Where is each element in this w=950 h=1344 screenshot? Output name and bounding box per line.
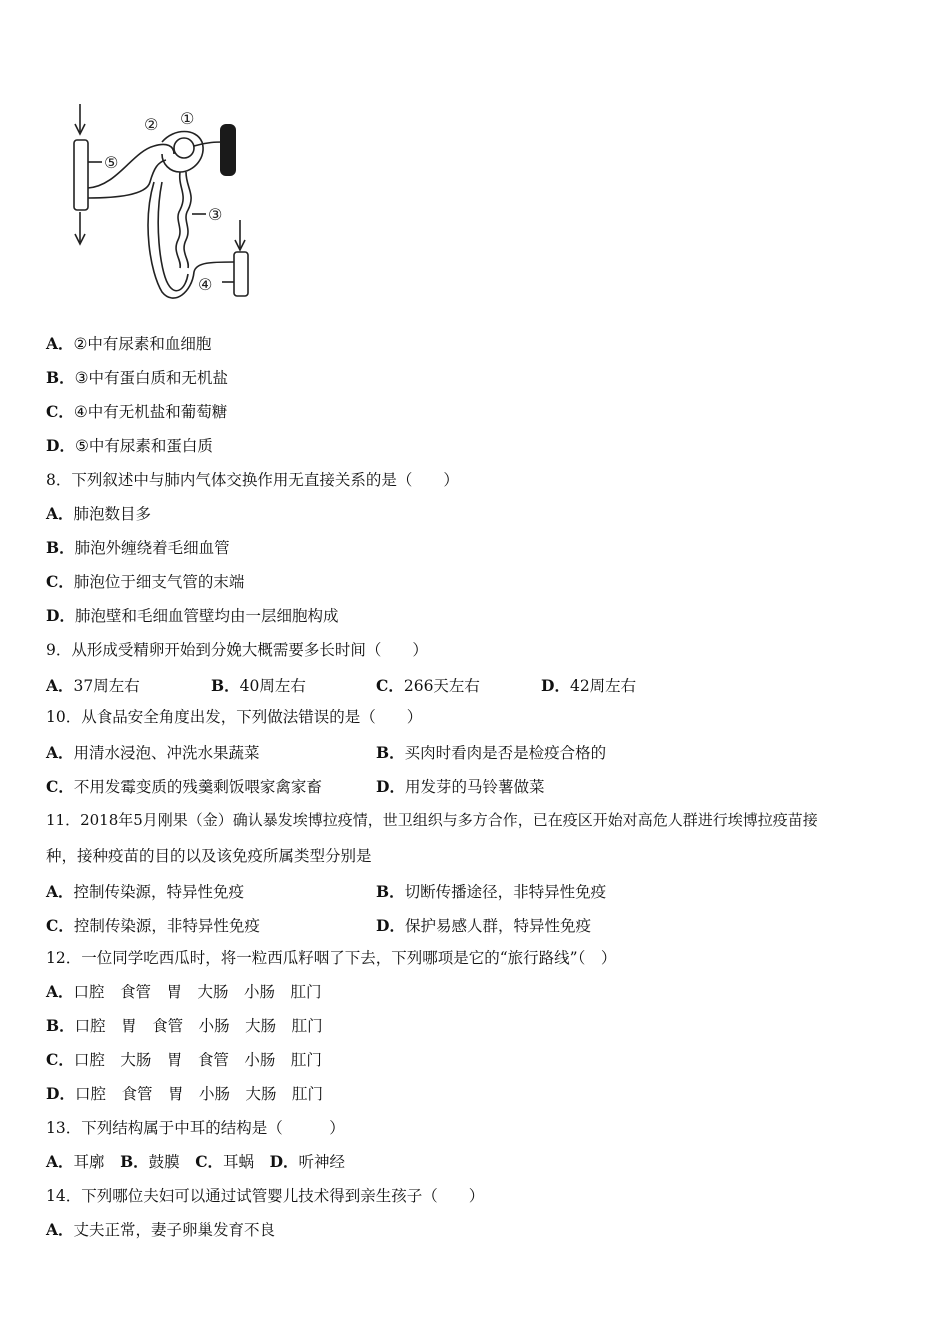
q13-option-d-label: D． bbox=[269, 1152, 299, 1171]
label-1: ① bbox=[180, 109, 195, 128]
label-3: ③ bbox=[208, 205, 223, 224]
q13-option-a-label: A． bbox=[46, 1152, 74, 1171]
label-5: ⑤ bbox=[104, 153, 119, 172]
q10-option-d: D．用发芽的马铃薯做菜 bbox=[376, 777, 545, 796]
q8-option-c: C．肺泡位于细支气管的末端 bbox=[46, 572, 245, 591]
nephron-diagram bbox=[62, 102, 262, 307]
q14-stem: 14．下列哪位夫妇可以通过试管婴儿技术得到亲生孩子（ ） bbox=[46, 1187, 485, 1205]
q9-stem: 9．从形成受精卵开始到分娩大概需要多长时间（ ） bbox=[46, 641, 428, 659]
q11-stem-line2: 种，接种疫苗的目的以及该免疫所属类型分别是 bbox=[46, 847, 372, 865]
q10-option-a: A．用清水浸泡、冲洗水果蔬菜 bbox=[46, 743, 260, 762]
q10-option-b: B．买肉时看肉是否是检疫合格的 bbox=[376, 743, 607, 762]
q11-option-d: D．保护易感人群，特异性免疫 bbox=[376, 916, 591, 935]
q13-option-c: 耳蜗 bbox=[223, 1153, 255, 1171]
q13-option-a: 耳廓 bbox=[73, 1153, 105, 1171]
q13-option-b: 鼓膜 bbox=[148, 1153, 180, 1171]
q7-option-b: B．③中有蛋白质和无机盐 bbox=[46, 368, 229, 387]
q9-option-c: C．266天左右 bbox=[376, 676, 480, 695]
q13-option-d: 听神经 bbox=[298, 1153, 346, 1171]
q12-option-b: B．口腔 胃 食管 小肠 大肠 肛门 bbox=[46, 1016, 323, 1035]
q13-option-c-label: C． bbox=[195, 1152, 224, 1171]
q7-option-d: D．⑤中有尿素和蛋白质 bbox=[46, 436, 213, 455]
q8-option-b: B．肺泡外缠绕着毛细血管 bbox=[46, 538, 230, 557]
q8-option-d: D．肺泡壁和毛细血管壁均由一层细胞构成 bbox=[46, 606, 339, 625]
label-4: ④ bbox=[198, 275, 213, 294]
q9-option-b: B．40周左右 bbox=[211, 676, 306, 695]
q9-option-a: A．37周左右 bbox=[46, 676, 140, 695]
q14-option-a: A．丈夫正常，妻子卵巢发育不良 bbox=[46, 1220, 276, 1239]
q13-stem: 13．下列结构属于中耳的结构是（ ） bbox=[46, 1119, 345, 1137]
q10-stem: 10．从食品安全角度出发，下列做法错误的是（ ） bbox=[46, 708, 423, 726]
q7-option-c: C．④中有无机盐和葡萄糖 bbox=[46, 402, 228, 421]
q12-stem: 12．一位同学吃西瓜时，将一粒西瓜籽咽了下去，下列哪项是它的“旅行路线”（ ） bbox=[46, 949, 617, 967]
q8-stem: 8．下列叙述中与肺内气体交换作用无直接关系的是（ ） bbox=[46, 471, 459, 489]
q11-option-a: A．控制传染源，特异性免疫 bbox=[46, 882, 245, 901]
q7-option-a: A．②中有尿素和血细胞 bbox=[46, 334, 212, 353]
q11-option-b: B．切断传播途径，非特异性免疫 bbox=[376, 882, 607, 901]
q12-option-a: A．口腔 食管 胃 大肠 小肠 肛门 bbox=[46, 982, 322, 1001]
q13-options bbox=[46, 1152, 345, 1172]
q11-stem-line1: 11．2018年5月刚果（金）确认暴发埃博拉疫情，世卫组织与多方合作，已在疫区开始对高危人群进行埃博拉疫苗接 bbox=[46, 811, 818, 829]
q12-option-d: D．口腔 食管 胃 小肠 大肠 肛门 bbox=[46, 1084, 323, 1103]
q13-option-b-label: B． bbox=[120, 1152, 149, 1171]
blood-vessel bbox=[220, 124, 236, 176]
q11-option-c: C．控制传染源，非特异性免疫 bbox=[46, 916, 260, 935]
q8-option-a: A．肺泡数目多 bbox=[46, 504, 152, 523]
q12-option-c: C．口腔 大肠 胃 食管 小肠 肛门 bbox=[46, 1050, 322, 1069]
q9-option-d: D．42周左右 bbox=[541, 676, 637, 695]
label-2: ② bbox=[144, 115, 159, 134]
q10-option-c: C．不用发霉变质的残羹剩饭喂家禽家畜 bbox=[46, 777, 322, 796]
